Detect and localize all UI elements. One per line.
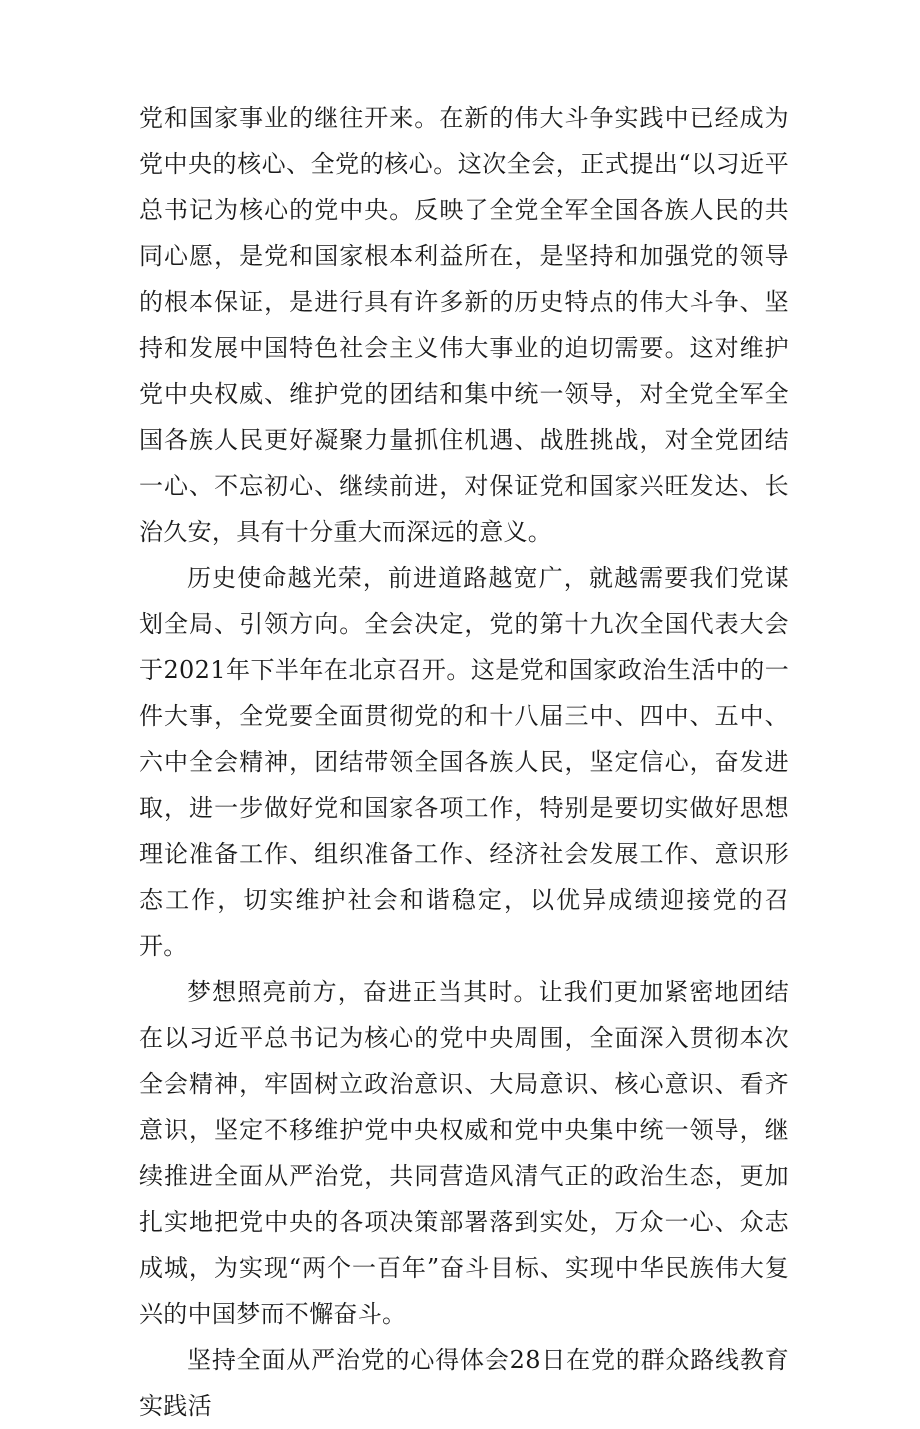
paragraph-2: 历史使命越光荣，前进道路越宽广，就越需要我们党谋划全局、引领方向。全会决定，党的第十九次全国代表大会于2021年下半年在北京召开。这是党和国家政治生活中的一件大事，全党要全面贯彻党的和十八届三中、四中、五中、六中全会精神，团结带领全国各族人民，坚定信心，奋发进取，进一步做好党和国家各项工作，特别是要切实做好思想理论准备工作、组织准备工作、经济社会发展工作、意识形态工作，切实维护社会和谐稳定，以优异成绩迎接党的召开。	[139, 564, 789, 960]
document-body	[139, 95, 789, 1429]
paragraph-3: 梦想照亮前方，奋进正当其时。让我们更加紧密地团结在以习近平总书记为核心的党中央周围，全面深入贯彻本次全会精神，牢固树立政治意识、大局意识、核心意识、看齐意识，坚定不移维护党中央权威和党中央集中统一领导，继续推进全面从严治党，共同营造风清气正的政治生态，更加扎实地把党中央的各项决策部署落到实处，万众一心、众志成城，为实现“两个一百年”奋斗目标、实现中华民族伟大复兴的中国梦而不懈奋斗。	[139, 978, 789, 1328]
paragraph-1: 党和国家事业的继往开来。在新的伟大斗争实践中已经成为党中央的核心、全党的核心。这次全会，正式提出“以习近平总书记为核心的党中央。反映了全党全军全国各族人民的共同心愿，是党和国家根本利益所在，是坚持和加强党的领导的根本保证，是进行具有许多新的历史特点的伟大斗争、坚持和发展中国特色社会主义伟大事业的迫切需要。这对维护党中央权威、维护党的团结和集中统一领导，对全党全军全国各族人民更好凝聚力量抓住机遇、战胜挑战，对全党团结一心、不忘初心、继续前进，对保证党和国家兴旺发达、长治久安，具有十分重大而深远的意义。	[139, 104, 789, 546]
paragraph-4: 坚持全面从严治党的心得体会28日在党的群众路线教育实践活	[139, 1346, 789, 1420]
